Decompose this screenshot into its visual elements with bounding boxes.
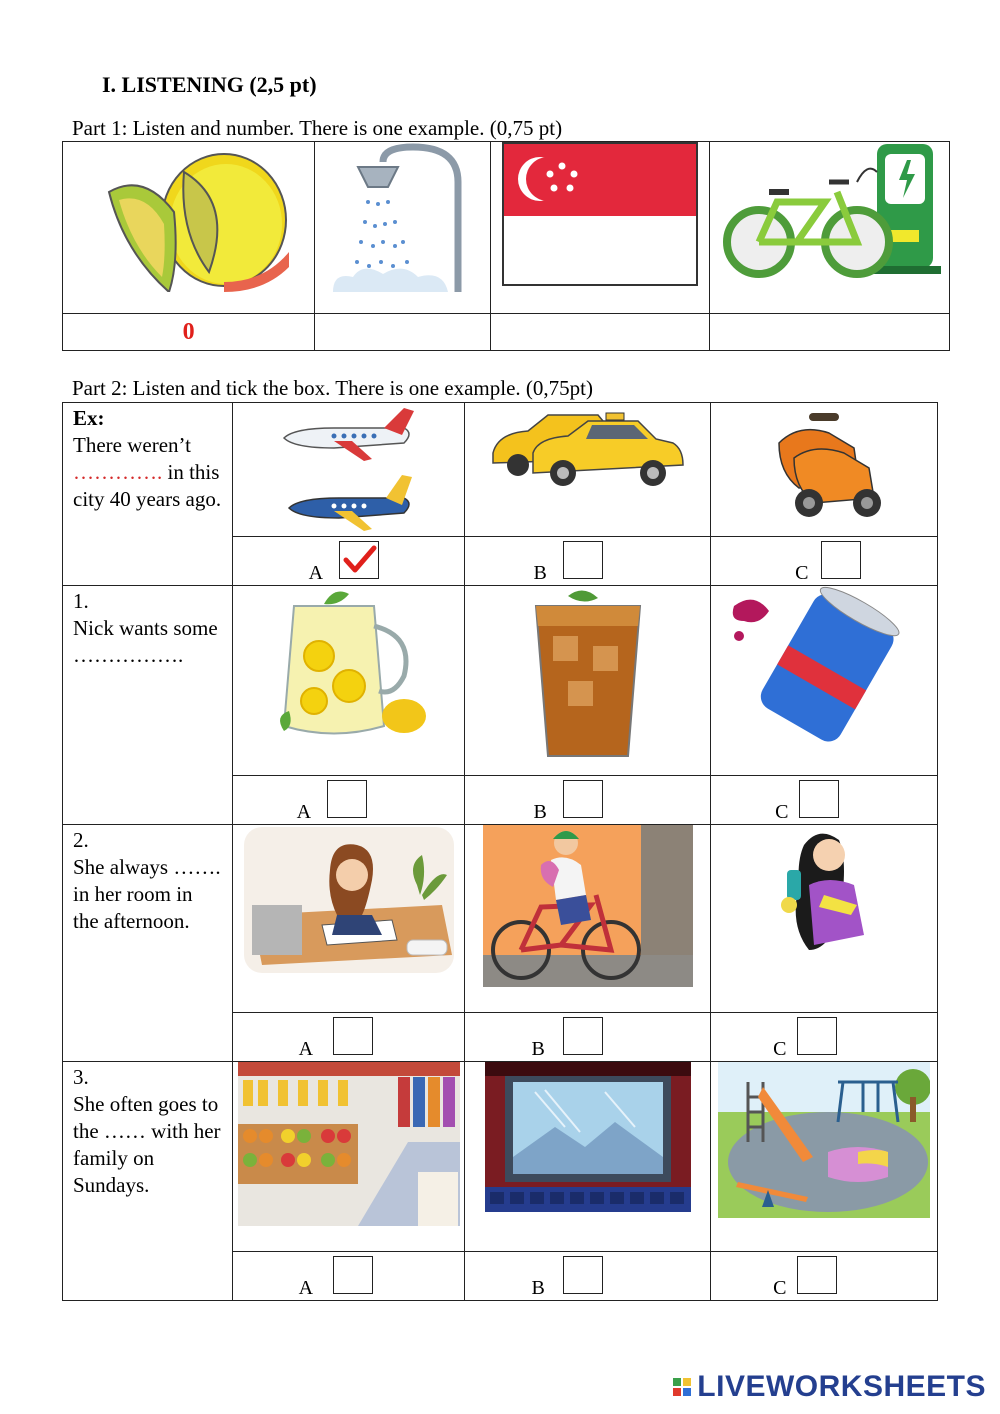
part1-title: Part 1: Listen and number. There is one example. (0,75 pt) — [72, 116, 563, 140]
melon-icon — [84, 142, 294, 292]
example-option-a: A — [308, 562, 324, 584]
question-1-image-c — [711, 586, 938, 776]
question-2-option-b: B — [531, 1038, 545, 1060]
brushing-hair-icon — [769, 825, 879, 955]
question-1-answer-c[interactable] — [711, 776, 938, 825]
market-icon — [238, 1062, 460, 1226]
question-2-option-a: A — [298, 1038, 314, 1060]
question-2-image-a — [232, 825, 465, 1013]
example-label: Ex: — [73, 406, 105, 430]
cinema-icon — [485, 1062, 691, 1212]
liveworksheets-logo — [673, 1370, 986, 1404]
question-3-option-a: A — [298, 1277, 314, 1299]
question-1-checkbox-a[interactable] — [327, 780, 367, 818]
example-checkbox-a[interactable] — [339, 541, 379, 579]
part1-image-cell-3 — [491, 142, 709, 314]
question-3-answer-a[interactable] — [232, 1252, 465, 1301]
part1-number-cell-3[interactable] — [491, 314, 709, 351]
question-2-number: 2. — [73, 828, 89, 852]
part1-number-cell-4[interactable] — [709, 314, 949, 351]
question-3-answer-b[interactable] — [465, 1252, 711, 1301]
question-3-option-b: B — [531, 1277, 545, 1299]
question-3-answer-c[interactable] — [711, 1252, 938, 1301]
logo-text: LIVEWORKSHEETS — [697, 1370, 986, 1403]
question-2-option-c: C — [773, 1038, 787, 1060]
question-1-number: 1. — [73, 589, 89, 613]
example-checkbox-c[interactable] — [821, 541, 861, 579]
electric-bike-icon — [717, 142, 941, 282]
iced-tea-icon — [528, 586, 648, 766]
motorbikes-icon — [759, 403, 889, 523]
question-3-image-b — [465, 1062, 711, 1252]
studying-girl-icon — [242, 825, 456, 975]
part1-number-cell-1[interactable]: 0 — [63, 314, 315, 351]
question-2-image-b — [465, 825, 711, 1013]
question-1-option-c: C — [775, 801, 789, 823]
example-question — [63, 403, 233, 586]
question-1-answer-b[interactable] — [465, 776, 711, 825]
question-3-number: 3. — [73, 1065, 89, 1089]
question-3-image-c — [711, 1062, 938, 1252]
example-text-before: There weren’t — [73, 433, 191, 457]
example-answer-c[interactable] — [711, 537, 938, 586]
question-3-checkbox-b[interactable] — [563, 1256, 603, 1294]
airplanes-icon — [274, 403, 424, 533]
part2-title: Part 2: Listen and tick the box. There is one example. (0,75pt) — [72, 376, 593, 400]
question-3-checkbox-a[interactable] — [333, 1256, 373, 1294]
example-answer-a[interactable] — [232, 537, 465, 586]
question-2-image-c — [711, 825, 938, 1013]
question-3-image-a — [232, 1062, 465, 1252]
question-2 — [63, 825, 233, 1062]
question-1 — [63, 586, 233, 825]
question-3-text: She often goes to the …… with her family on Sundays. — [73, 1092, 221, 1197]
question-1-option-a: A — [296, 801, 312, 823]
question-3 — [63, 1062, 233, 1301]
example-option-c: C — [795, 562, 809, 584]
question-2-answer-c[interactable] — [711, 1013, 938, 1062]
question-2-checkbox-c[interactable] — [797, 1017, 837, 1055]
playground-icon — [718, 1062, 930, 1218]
part1-number-cell-2[interactable] — [315, 314, 491, 351]
example-checkbox-b[interactable] — [563, 541, 603, 579]
example-answer-b[interactable] — [465, 537, 711, 586]
section-title: I. LISTENING (2,5 pt) — [102, 72, 317, 97]
question-1-answer-a[interactable] — [232, 776, 465, 825]
example-image-b — [465, 403, 711, 537]
taxis-icon — [488, 403, 688, 493]
part1-image-cell-1 — [63, 142, 315, 314]
question-1-image-b — [465, 586, 711, 776]
question-1-checkbox-c[interactable] — [799, 780, 839, 818]
example-dots: …………. — [73, 460, 168, 484]
example-option-b: B — [533, 562, 547, 584]
part1-image-cell-2 — [315, 142, 491, 314]
shower-icon — [323, 142, 483, 302]
example-text-after: in this city 40 years ago. — [73, 460, 222, 511]
question-3-checkbox-c[interactable] — [797, 1256, 837, 1294]
part1-image-cell-4 — [709, 142, 949, 314]
example-image-c — [711, 403, 938, 537]
question-2-answer-a[interactable] — [232, 1013, 465, 1062]
question-1-text: Nick wants some ……………. — [73, 616, 218, 667]
question-1-checkbox-b[interactable] — [563, 780, 603, 818]
question-1-option-b: B — [533, 801, 547, 823]
question-3-option-c: C — [773, 1277, 787, 1299]
logo-grid-icon — [673, 1378, 691, 1396]
question-2-checkbox-b[interactable] — [563, 1017, 603, 1055]
check-icon — [340, 542, 378, 578]
lemonade-icon — [264, 586, 434, 746]
soda-can-icon — [724, 586, 924, 746]
singapore-flag-icon — [502, 142, 698, 286]
example-image-a — [232, 403, 465, 537]
part2-table — [62, 402, 938, 1301]
cycling-girl-icon — [481, 825, 695, 987]
question-1-image-a — [232, 586, 465, 776]
question-2-answer-b[interactable] — [465, 1013, 711, 1062]
question-2-text: She always ……. in her room in the afternoon. — [73, 855, 221, 933]
part1-table — [62, 141, 950, 351]
question-2-checkbox-a[interactable] — [333, 1017, 373, 1055]
